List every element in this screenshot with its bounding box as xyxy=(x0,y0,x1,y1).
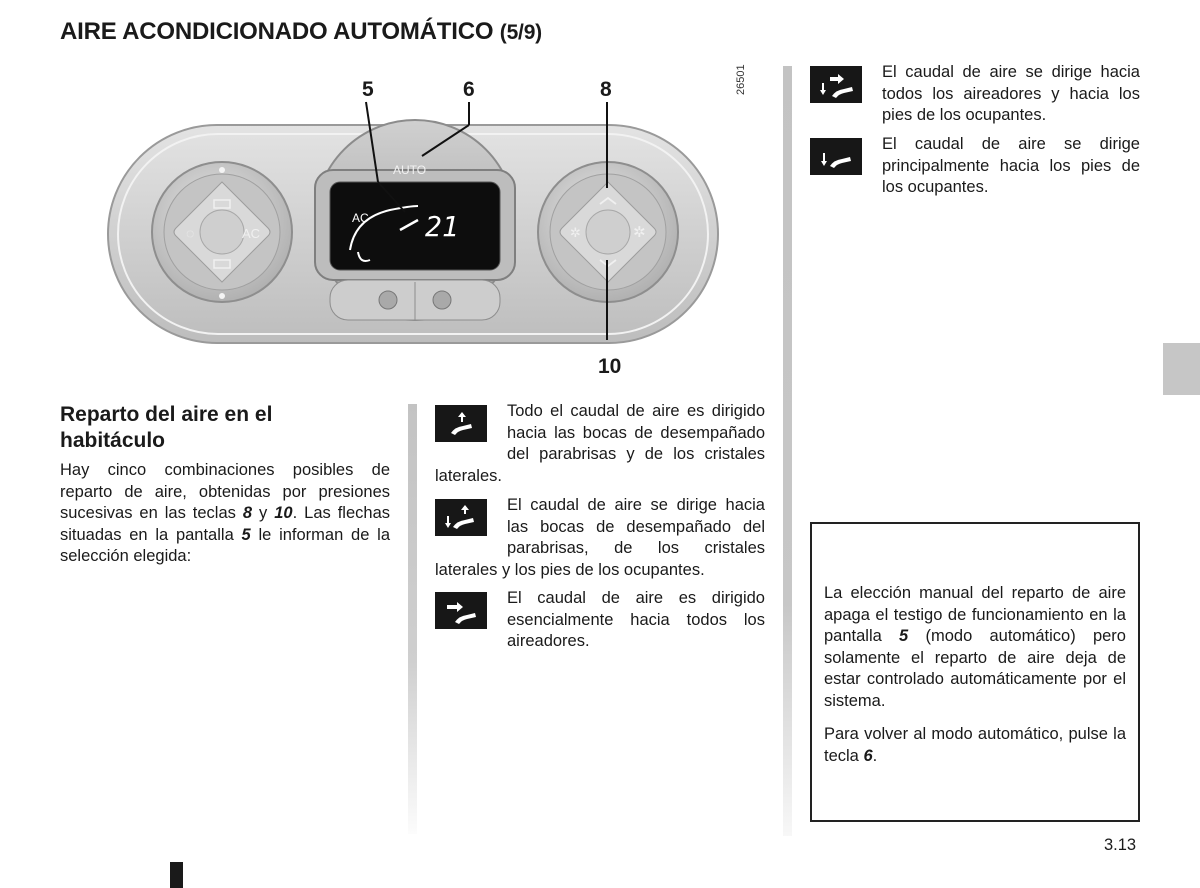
page-number: 3.13 xyxy=(1104,836,1137,854)
callout-8: 8 xyxy=(600,78,612,101)
auto-button-label: AUTO xyxy=(393,163,427,177)
callout-5: 5 xyxy=(362,78,374,101)
crop-mark xyxy=(170,862,183,888)
ac-knob-label: AC xyxy=(242,226,261,241)
svg-text:✲: ✲ xyxy=(633,223,646,241)
mode-entry-windscreen-feet: El caudal de aire se dirige hacia las bocas de desempañado del parabrisas, de los cristales laterales y los pies de los ocupantes. xyxy=(435,496,765,579)
note-paragraph-2: Para volver al modo automático, pulse la tecla 6. xyxy=(824,725,1126,765)
display-ac-label: AC xyxy=(352,211,369,225)
mode-entry-feet: El caudal de aire se dirige principalmente hacia los pies de los ocupantes. xyxy=(810,134,1140,199)
column-divider-right xyxy=(783,66,792,836)
figure-code: 26501 xyxy=(735,64,747,95)
key-ref-8: 8 xyxy=(242,504,253,522)
airflow-windscreen-icon xyxy=(435,405,487,442)
note-text xyxy=(824,583,1126,779)
callout-6: 6 xyxy=(463,78,475,101)
display-temperature: 21 xyxy=(425,210,459,243)
mode-entry-windscreen: Todo el caudal de aire es dirigido hacia las bocas de desempañado del parabrisas y de los cristales laterales. xyxy=(435,402,765,485)
svg-text:◌: ◌ xyxy=(186,225,195,241)
display-ref-5: 5 xyxy=(241,525,251,544)
climate-panel-figure xyxy=(100,70,740,390)
key-ref-6: 6 xyxy=(863,746,873,765)
note-paragraph-1: La elección manual del reparto de aire apaga el testigo de funcionamiento en la pantalla 5 (modo automático) pero solamente el reparto de aire deja de estar controlado automáticamente por el sistema. xyxy=(824,584,1126,710)
page-title xyxy=(60,18,542,46)
chapter-thumb-tab xyxy=(1163,343,1200,395)
mode-entry-vents-feet: El caudal de aire se dirige hacia todos los aireadores y hacia los pies de los ocupantes. xyxy=(810,62,1140,127)
display-ref-5-note: 5 xyxy=(899,627,909,645)
airflow-feet-icon xyxy=(810,138,862,175)
intro-paragraph: Hay cinco combinaciones posibles de reparto de aire, obtenidas por presiones sucesivas en las teclas 8 y 10. Las flechas situadas en la pantalla 5 le informan de la selección elegida: xyxy=(60,461,390,565)
svg-text:✲: ✲ xyxy=(570,226,581,241)
page-title-main: AIRE ACONDICIONADO AUTOMÁTICO xyxy=(60,18,494,45)
mode-entry-vents: El caudal de aire es dirigido esencialmente hacia todos los aireadores. xyxy=(435,588,765,653)
airflow-vents-feet-icon xyxy=(810,66,862,103)
section-heading: Reparto del aire en el habitáculo xyxy=(60,403,273,452)
key-ref-10: 10 xyxy=(274,504,293,522)
column-divider-middle xyxy=(408,404,417,834)
airflow-vents-icon xyxy=(435,592,487,629)
climate-panel-illustration xyxy=(100,70,740,390)
airflow-windscreen-feet-icon xyxy=(435,499,487,536)
page-title-part: (5/9) xyxy=(499,21,542,44)
callout-10: 10 xyxy=(598,355,622,378)
